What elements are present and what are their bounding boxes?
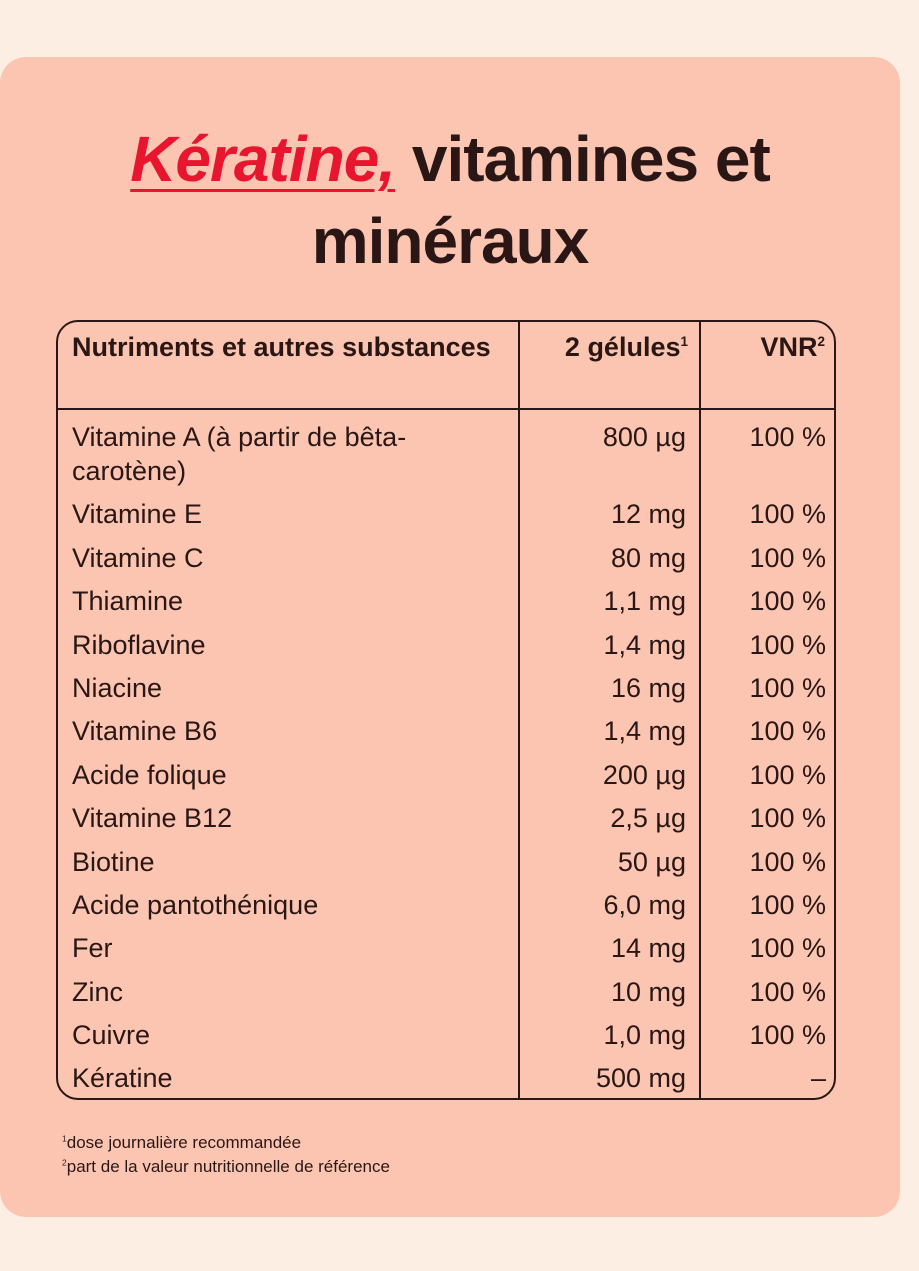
nutrient-name: Riboflavine	[72, 629, 206, 660]
nutrient-amount: 80 mg	[610, 542, 686, 573]
nutrient-vnr: –	[810, 1063, 826, 1094]
nutrient-vnr: 100 %	[749, 672, 826, 703]
table-row	[58, 1061, 834, 1095]
nutrient-amount: 16 mg	[610, 672, 686, 703]
nutrient-amount: 2,5 µg	[610, 803, 686, 834]
nutrient-amount: 500 mg	[595, 1063, 686, 1094]
table-row	[58, 931, 834, 965]
nutrient-vnr: 100 %	[749, 803, 826, 834]
nutrient-amount: 800 µg	[602, 422, 686, 452]
nutrient-amount: 1,1 mg	[603, 586, 686, 617]
nutrient-amount: 1,4 mg	[603, 629, 686, 660]
nutrient-amount: 10 mg	[610, 976, 686, 1007]
nutrient-vnr: 100 %	[749, 976, 826, 1007]
nutrient-amount: 50 µg	[617, 846, 686, 877]
nutrient-name: Vitamine B12	[72, 803, 233, 834]
nutrient-vnr: 100 %	[749, 846, 826, 877]
nutrient-amount: 1,4 mg	[603, 716, 686, 747]
header-dose	[520, 330, 688, 364]
table-row	[58, 628, 834, 662]
title-line2: minéraux	[311, 205, 589, 277]
nutrient-amount: 1,0 mg	[603, 1020, 686, 1051]
header-dose-sup: 1	[680, 334, 688, 349]
nutrient-vnr: 100 %	[749, 759, 826, 790]
footnote-text: part de la valeur nutritionnelle de référence	[66, 1157, 390, 1176]
table-row	[58, 801, 834, 835]
nutrient-name: Vitamine E	[72, 499, 203, 530]
nutrient-vnr: 100 %	[749, 933, 826, 964]
nutrient-vnr: 100 %	[749, 629, 826, 660]
nutrient-name: Fer	[72, 933, 113, 964]
header-dose-label: 2 gélules	[564, 332, 681, 362]
table-row	[58, 714, 834, 748]
nutrient-name: Kératine	[72, 1063, 173, 1094]
nutrient-name: Vitamine C	[72, 542, 204, 573]
footnote-1	[62, 1131, 301, 1155]
table-row	[58, 671, 834, 705]
nutrient-name: Thiamine	[72, 586, 184, 617]
footnote-mark: 2	[62, 1157, 67, 1168]
table-row	[58, 975, 834, 1009]
table-row	[58, 420, 834, 488]
nutrient-amount: 6,0 mg	[603, 889, 686, 920]
header-divider	[58, 408, 834, 410]
nutrient-amount: 14 mg	[610, 933, 686, 964]
nutrient-name: Acide pantothénique	[72, 889, 319, 920]
nutrient-name: Vitamine B6	[72, 716, 218, 747]
table-row	[58, 1018, 834, 1052]
table-row	[58, 584, 834, 618]
nutrient-amount: 12 mg	[610, 499, 686, 530]
table-row	[58, 845, 834, 879]
footnote-mark: 1	[62, 1133, 67, 1144]
footnote-text: dose journalière recommandée	[66, 1133, 302, 1152]
title-accent: Kératine,	[130, 123, 396, 195]
table-row	[58, 497, 834, 531]
footnote-2	[62, 1155, 390, 1179]
nutrient-name: Zinc	[72, 976, 124, 1007]
nutrient-name: Cuivre	[72, 1020, 151, 1051]
table-row	[58, 758, 834, 792]
table-row	[58, 541, 834, 575]
nutrient-vnr: 100 %	[749, 499, 826, 530]
nutrient-name: Biotine	[72, 846, 155, 877]
header-vnr-sup: 2	[817, 334, 825, 349]
table-row	[58, 888, 834, 922]
nutrient-vnr: 100 %	[749, 716, 826, 747]
page-title	[0, 118, 900, 282]
table-body	[58, 420, 834, 1105]
nutrient-name: Niacine	[72, 672, 163, 703]
title-rest: vitamines et	[395, 123, 770, 195]
header-nutrient: Nutriments et autres substances	[72, 332, 491, 362]
nutrient-name: Vitamine A (à partir de bêta-carotène)	[72, 422, 407, 486]
nutrient-amount: 200 µg	[602, 759, 686, 790]
header-vnr-label: VNR	[760, 332, 818, 362]
nutrient-name: Acide folique	[72, 759, 227, 790]
nutrient-vnr: 100 %	[749, 1020, 826, 1051]
nutrient-vnr: 100 %	[749, 586, 826, 617]
nutrition-table	[56, 320, 836, 1100]
nutrient-vnr: 100 %	[749, 542, 826, 573]
header-vnr	[701, 330, 825, 364]
nutrient-vnr: 100 %	[749, 422, 826, 452]
nutrient-vnr: 100 %	[749, 889, 826, 920]
